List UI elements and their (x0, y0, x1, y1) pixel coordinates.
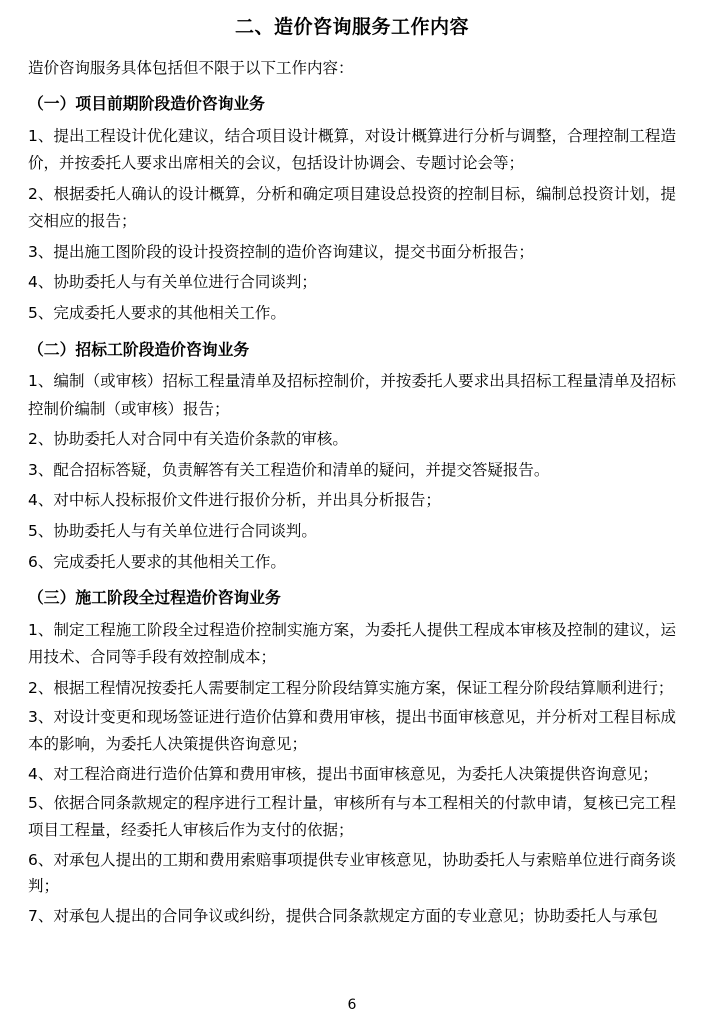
section-1-heading: （一）项目前期阶段造价咨询业务 (28, 94, 265, 114)
section-2-item-1: 1、编制（或审核）招标工程量清单及招标控制价，并按委托人要求出具招标工程量清单及招标控制价编制（或审核）报告； (28, 372, 676, 418)
section-2 (28, 336, 676, 576)
section-2-item-3: 3、配合招标答疑，负责解答有关工程造价和清单的疑问，并提交答疑报告。 (28, 460, 550, 479)
section-1 (28, 90, 676, 327)
page-title: 二、造价咨询服务工作内容 (234, 16, 469, 38)
section-1-item-2: 2、根据委托人确认的设计概算，分析和确定项目建设总投资的控制目标，编制总投资计划，提交相应的报告； (28, 184, 676, 231)
section-3-heading: （三）施工阶段全过程造价咨询业务 (28, 588, 281, 608)
section-3-item-3: 3、对设计变更和现场签证进行造价估算和费用审核，提出书面审核意见，并分析对工程目标成本的影响，为委托人决策提供咨询意见； (28, 708, 676, 753)
section-3-item-2: 2、根据工程情况按委托人需要制定工程分阶段结算实施方案，保证工程分阶段结算顺利进行； (28, 678, 674, 697)
section-3-item-6: 6、对承包人提出的工期和费用索赔事项提供专业审核意见，协助委托人与索赔单位进行商务谈判； (28, 850, 676, 896)
section-1-item-5: 5、完成委托人要求的其他相关工作。 (28, 304, 286, 323)
section-1-item-4: 4、协助委托人与有关单位进行合同谈判； (28, 273, 317, 292)
section-2-item-2: 2、协助委托人对合同中有关造价条款的审核。 (28, 430, 348, 449)
section-3-item-4: 4、对工程洽商进行造价估算和费用审核，提出书面审核意见，为委托人决策提供咨询意见； (28, 764, 658, 783)
section-3 (28, 584, 676, 929)
page-number: 6 (347, 997, 357, 1013)
section-3-item-7: 7、对承包人提出的合同争议或纠纷，提供合同条款规定方面的专业意见；协助委托人与承包 (28, 906, 658, 925)
section-2-heading: （二）招标工阶段造价咨询业务 (28, 339, 250, 359)
section-2-item-5: 5、协助委托人与有关单位进行合同谈判。 (28, 521, 317, 540)
section-3-item-1: 1、制定工程施工阶段全过程造价控制实施方案，为委托人提供工程成本审核及控制的建议，运用技术、合同等手段有效控制成本； (28, 620, 676, 667)
section-2-item-4: 4、对中标人投标报价文件进行报价分析，并出具分析报告； (28, 491, 441, 510)
section-1-item-3: 3、提出施工图阶段的设计投资控制的造价咨询建议，提交书面分析报告； (28, 242, 534, 261)
section-1-item-1: 1、提出工程设计优化建议，结合项目设计概算，对设计概算进行分析与调整，合理控制工程造价，并按委托人要求出席相关的会议，包括设计协调会、专题讨论会等； (28, 126, 676, 173)
section-3-item-5: 5、依据合同条款规定的程序进行工程计量，审核所有与本工程相关的付款申请，复核已完工程项目工程量，经委托人审核后作为支付的依据； (28, 794, 676, 839)
section-2-item-6: 6、完成委托人要求的其他相关工作。 (28, 552, 286, 571)
intro-paragraph: 造价咨询服务具体包括但不限于以下工作内容： (28, 58, 354, 77)
